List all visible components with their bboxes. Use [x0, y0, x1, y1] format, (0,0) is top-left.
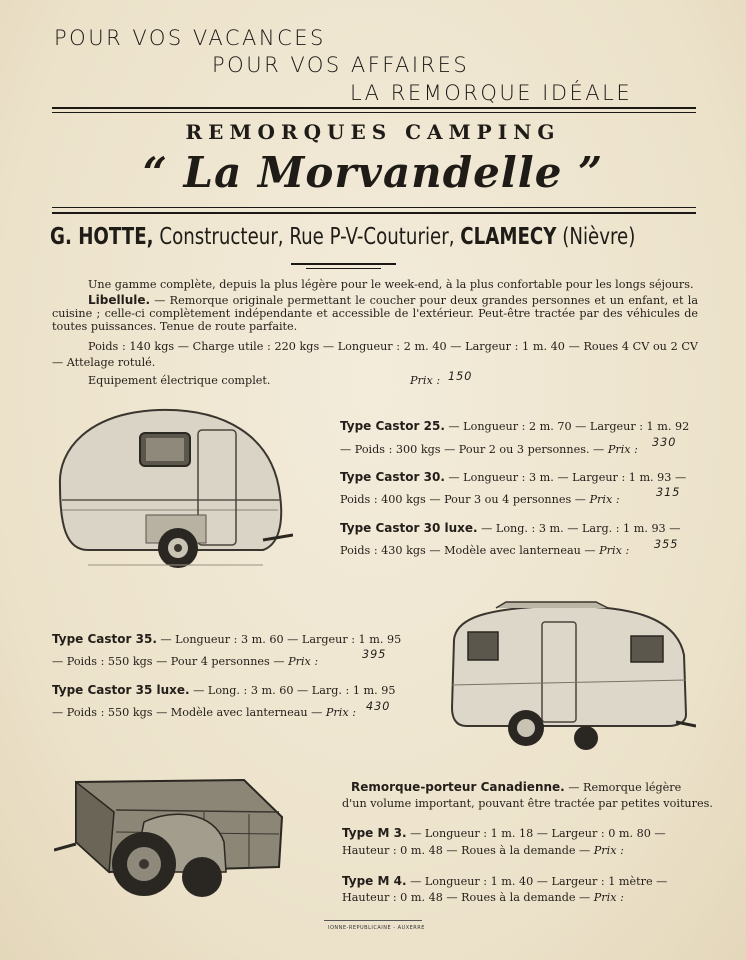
castor-30-line2: [340, 493, 620, 506]
maker-name: G. HOTTE,: [50, 224, 154, 250]
caravan-large-photo: [446, 600, 696, 755]
prix-label: Prix :: [599, 544, 630, 557]
castor-35-specs: — Poids : 550 kgs — Pour 4 personnes —: [52, 655, 289, 668]
porteur-desc-1: — Remorque légère: [564, 781, 682, 794]
castor-35-luxe-line2: [52, 706, 356, 719]
m4-line1: [342, 874, 667, 888]
m4-title: Type M 4.: [342, 874, 407, 888]
castor-25-line1: [340, 419, 689, 433]
m3-title: Type M 3.: [342, 826, 407, 840]
utility-trailer-photo: [54, 772, 286, 902]
brand-rule-thin: [52, 207, 696, 208]
prix-label: Prix :: [607, 443, 638, 456]
maker-address: Constructeur, Rue P-V-Couturier,: [153, 224, 461, 250]
libellule-text: — Remorque originale permettant le coucher pour deux grandes personnes et un enfant, et la cuisine ; celle-ci complètement indépendante et accessible de l'extérieur. Peut-être tractée par des véhicules de toutes puissances. Tenue de route parfaite.: [52, 294, 698, 333]
m4-dims: — Longueur : 1 m. 40 — Largeur : 1 mètre —: [406, 875, 668, 888]
maker-town: CLAMECY: [460, 224, 557, 250]
castor-30-price-handwritten: 315: [656, 486, 681, 499]
castor-25-specs: — Poids : 300 kgs — Pour 2 ou 3 personnes. —: [340, 443, 608, 456]
brand-title: “ La Morvandelle ”: [142, 148, 604, 197]
footer-rule: [324, 920, 422, 921]
castor-30-specs: Poids : 400 kgs — Pour 3 ou 4 personnes —: [340, 493, 590, 506]
top-rule: [52, 107, 696, 109]
ornament-rule: [291, 263, 396, 265]
m3-line2: [342, 844, 624, 857]
castor-25-price-handwritten: 330: [652, 436, 677, 449]
castor-30-luxe-line1: [340, 521, 680, 535]
castor-30-luxe-title: Type Castor 30 luxe.: [340, 521, 478, 535]
prix-label: Prix :: [410, 374, 441, 387]
castor-30-luxe-line2: [340, 544, 629, 557]
castor-35-luxe-price-handwritten: 430: [366, 700, 391, 713]
prix-label: Prix :: [593, 891, 624, 904]
printer-imprint: IONNE-REPUBLICAINE - AUXERRE: [328, 925, 425, 931]
libellule-paragraph: [52, 294, 698, 333]
intro-line: Une gamme complète, depuis la plus légère pour le week-end, à la plus confortable pour les longs séjours.: [88, 278, 694, 291]
slogan-line-1: POUR VOS VACANCES: [54, 26, 326, 50]
prix-label: Prix :: [593, 844, 624, 857]
m3-dims: — Longueur : 1 m. 18 — Largeur : 0 m. 80 —: [406, 827, 666, 840]
castor-35-line2: [52, 655, 318, 668]
maker-dept: (Nièvre): [556, 224, 636, 250]
caravan-small-photo: [48, 405, 293, 575]
porteur-title: Remorque-porteur Canadienne.: [351, 780, 565, 794]
castor-30-luxe-specs: Poids : 430 kgs — Modèle avec lanterneau —: [340, 544, 600, 557]
libellule-price-handwritten: 150: [448, 370, 473, 383]
castor-30-dims: — Longueur : 3 m. — Largeur : 1 m. 93 —: [444, 471, 687, 484]
castor-35-price-handwritten: 395: [362, 648, 387, 661]
prix-label: Prix :: [589, 493, 620, 506]
libellule-equipment: Equipement électrique complet.: [88, 374, 271, 387]
brand-rule: [52, 212, 696, 214]
castor-25-dims: — Longueur : 2 m. 70 — Largeur : 1 m. 92: [444, 420, 690, 433]
maker-line: [50, 224, 635, 250]
castor-35-luxe-dims: — Long. : 3 m. 60 — Larg. : 1 m. 95: [189, 684, 396, 697]
castor-25-title: Type Castor 25.: [340, 419, 445, 433]
castor-35-dims: — Longueur : 3 m. 60 — Largeur : 1 m. 95: [156, 633, 402, 646]
castor-30-luxe-dims: — Long. : 3 m. — Larg. : 1 m. 93 —: [477, 522, 681, 535]
castor-30-line1: [340, 470, 686, 484]
brand-subtitle: REMORQUES CAMPING: [185, 120, 561, 144]
prix-label: Prix :: [325, 706, 356, 719]
castor-30-title: Type Castor 30.: [340, 470, 445, 484]
ornament-rule-small: [306, 268, 381, 269]
castor-30-luxe-price-handwritten: 355: [654, 538, 679, 551]
m3-line1: [342, 826, 666, 840]
castor-35-luxe-specs: — Poids : 550 kgs — Modèle avec lanterneau —: [52, 706, 326, 719]
m3-specs: Hauteur : 0 m. 48 — Roues à la demande —: [342, 844, 594, 857]
m4-line2: [342, 891, 624, 904]
prix-label: Prix :: [288, 655, 319, 668]
castor-35-line1: [52, 632, 401, 646]
top-rule-thin: [52, 112, 696, 113]
libellule-price: [410, 374, 440, 387]
slogan-line-2: POUR VOS AFFAIRES: [212, 53, 470, 77]
porteur-desc-2: d'un volume important, pouvant être tractée par petites voitures.: [342, 797, 713, 810]
castor-25-line2: [340, 443, 638, 456]
porteur-line1: [351, 780, 681, 794]
castor-35-title: Type Castor 35.: [52, 632, 157, 646]
castor-35-luxe-line1: [52, 683, 395, 697]
libellule-specs: Poids : 140 kgs — Charge utile : 220 kgs — Longueur : 2 m. 40 — Largeur : 1 m. 40 — Roues 4 CV ou 2 CV — Attelage rotulé.: [52, 340, 698, 369]
castor-35-luxe-title: Type Castor 35 luxe.: [52, 683, 190, 697]
libellule-title: Libellule.: [88, 293, 151, 307]
slogan-line-3: LA REMORQUE IDÉALE: [350, 81, 633, 105]
m4-specs: Hauteur : 0 m. 48 — Roues à la demande —: [342, 891, 594, 904]
